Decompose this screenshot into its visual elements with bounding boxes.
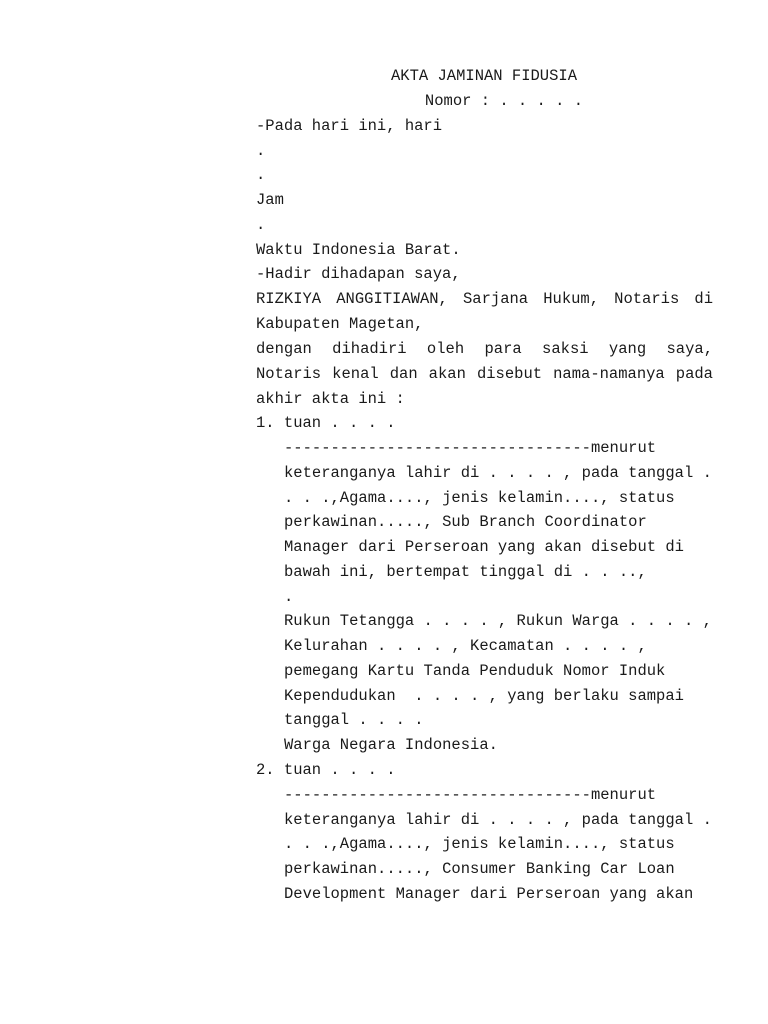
text-line: Waktu Indonesia Barat. [256,241,461,259]
text-line: keteranganya lahir di . . . . , pada tanggal . [284,811,712,829]
text-line: . [256,166,266,184]
document-number: Nomor : . . . . . [424,92,584,110]
text-line: perkawinan....., Consumer Banking Car Loan [284,860,675,878]
text-line: Warga Negara Indonesia. [284,736,498,754]
text-line: keteranganya lahir di . . . . , pada tanggal . [284,464,712,482]
text-line: . [284,588,294,606]
text-line: . . .,Agama...., jenis kelamin...., status [284,489,675,507]
text-line: Notaris kenal dan akan disebut nama-namanya pada [256,364,713,383]
text-line: Kelurahan . . . . , Kecamatan . . . . , [284,637,647,655]
text-line: . [256,142,266,160]
text-line: . . .,Agama...., jenis kelamin...., status [284,835,675,853]
text-line: Kabupaten Magetan, [256,314,424,333]
text-line: -Pada hari ini, hari [256,117,443,135]
text-line: Jam [256,191,284,209]
text-line: Development Manager dari Perseroan yang akan [284,885,694,903]
text-line: Kependudukan . . . . , yang berlaku sampai [284,687,684,705]
text-line: . [256,216,266,234]
text-line: dengan dihadiri oleh para saksi yang saya, [256,340,713,358]
text-line: ---------------------------------menurut [284,439,657,457]
text-line: RIZKIYA ANGGITIAWAN, Sarjana Hukum, Notaris di [256,290,713,308]
witness-paragraph [256,337,713,411]
text-line: bawah ini, bertempat tinggal di . . .., [284,563,647,581]
text-line: -Hadir dihadapan saya, [256,265,461,283]
party-2-heading: 2. tuan . . . . [256,761,396,779]
notary-paragraph [256,287,713,337]
party-1-heading: 1. tuan . . . . [256,414,396,432]
text-line: pemegang Kartu Tanda Penduduk Nomor Induk [284,662,666,680]
text-line: Manager dari Perseroan yang akan disebut di [284,538,684,556]
text-line: ---------------------------------menurut [284,786,657,804]
text-line: Rukun Tetangga . . . . , Rukun Warga . . . . , [284,612,712,630]
text-line: perkawinan....., Sub Branch Coordinator [284,513,647,531]
text-line: akhir akta ini : [256,389,405,408]
document-title: AKTA JAMINAN FIDUSIA [390,67,578,85]
text-line: tanggal . . . . [284,711,424,729]
